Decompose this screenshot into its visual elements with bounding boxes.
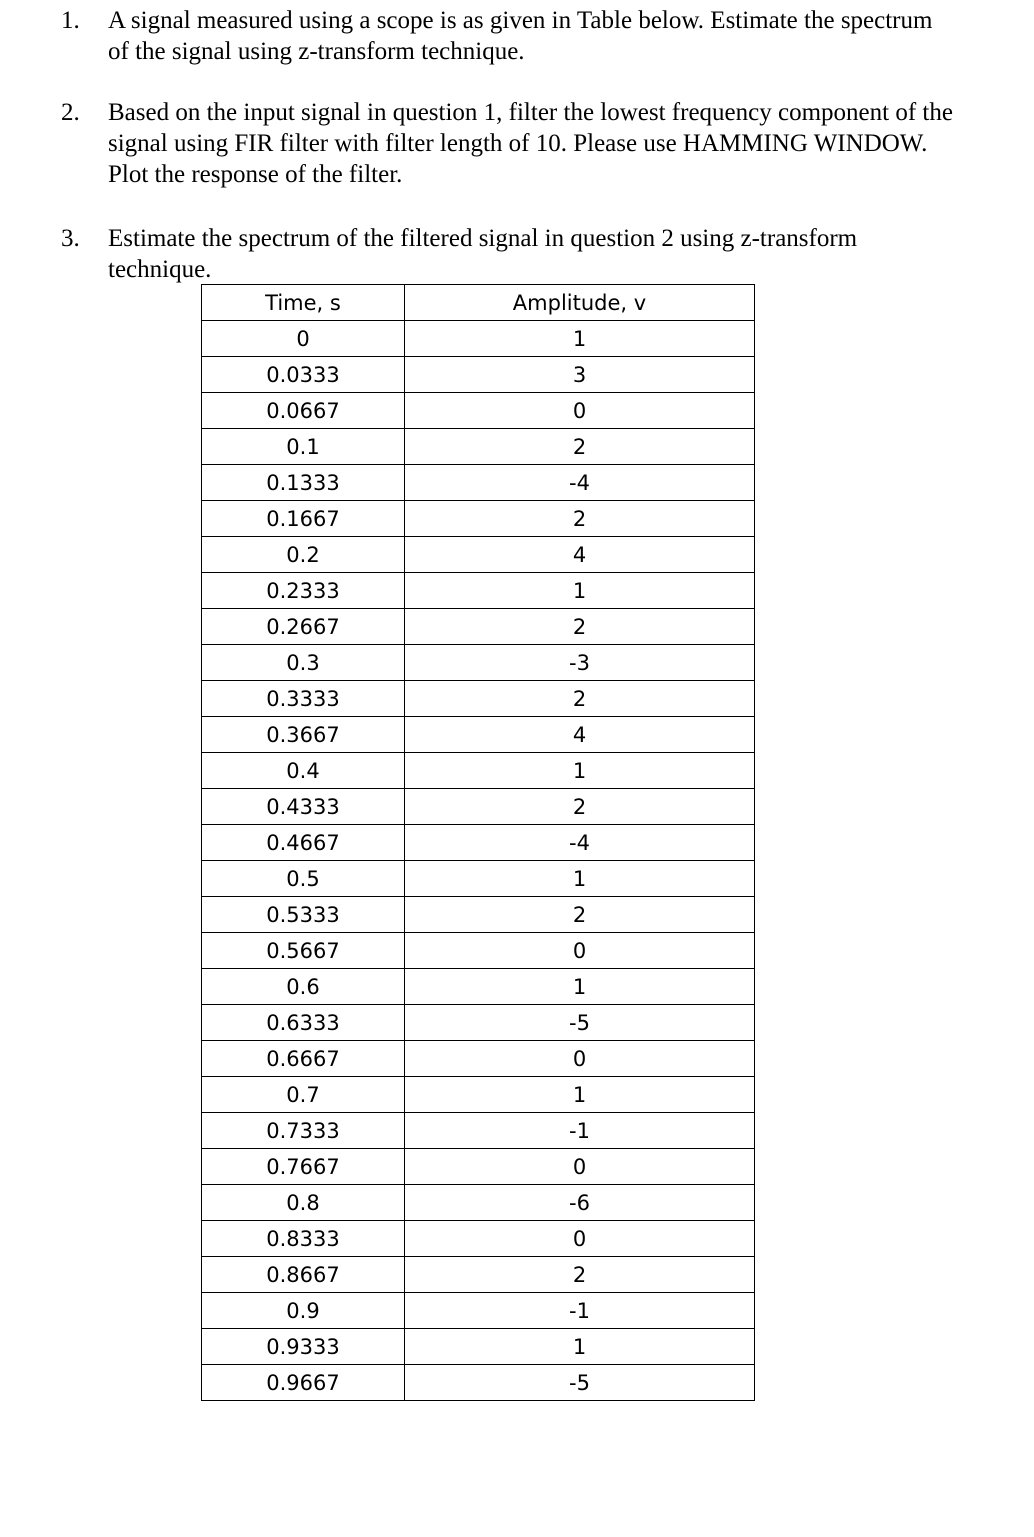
time-cell: 0.0333 xyxy=(202,357,405,393)
table-row xyxy=(202,969,755,1005)
question-1-line-1: A signal measured using a scope is as given in Table below. Estimate the spectrum xyxy=(108,7,933,34)
table-row xyxy=(202,357,755,393)
time-cell: 0.5667 xyxy=(202,933,405,969)
table-row xyxy=(202,1221,755,1257)
time-cell: 0.9333 xyxy=(202,1329,405,1365)
question-1-text xyxy=(108,5,1023,67)
table-row xyxy=(202,1293,755,1329)
question-1-number: 1. xyxy=(61,7,80,34)
amplitude-cell: 2 xyxy=(405,1257,755,1293)
time-cell: 0.8333 xyxy=(202,1221,405,1257)
question-3-line-1: Estimate the spectrum of the filtered signal in question 2 using z-transform xyxy=(108,225,858,252)
question-3-number: 3. xyxy=(61,225,80,252)
time-cell: 0.2333 xyxy=(202,573,405,609)
amplitude-cell: 1 xyxy=(405,1329,755,1365)
signal-data-table xyxy=(201,284,755,1401)
amplitude-cell: 0 xyxy=(405,1221,755,1257)
table-row xyxy=(202,933,755,969)
time-cell: 0.6 xyxy=(202,969,405,1005)
time-cell: 0.1333 xyxy=(202,465,405,501)
question-1-line-2: of the signal using z-transform technique. xyxy=(108,38,525,65)
table-row xyxy=(202,465,755,501)
amplitude-cell: 1 xyxy=(405,861,755,897)
time-cell: 0.4333 xyxy=(202,789,405,825)
amplitude-cell: 0 xyxy=(405,1041,755,1077)
question-3-line-2: technique. xyxy=(108,256,212,283)
table-row xyxy=(202,789,755,825)
amplitude-cell: 2 xyxy=(405,429,755,465)
amplitude-cell: 4 xyxy=(405,537,755,573)
question-3-text xyxy=(108,223,1023,285)
question-2-text xyxy=(108,97,1023,190)
table-row xyxy=(202,897,755,933)
time-cell: 0.6333 xyxy=(202,1005,405,1041)
amplitude-cell: -3 xyxy=(405,645,755,681)
amplitude-cell: 4 xyxy=(405,717,755,753)
table-row xyxy=(202,321,755,357)
time-cell: 0.4667 xyxy=(202,825,405,861)
time-cell: 0.5 xyxy=(202,861,405,897)
amplitude-cell: 2 xyxy=(405,609,755,645)
time-cell: 0.6667 xyxy=(202,1041,405,1077)
table-row xyxy=(202,609,755,645)
time-cell: 0.8 xyxy=(202,1185,405,1221)
table-row xyxy=(202,1329,755,1365)
table-row xyxy=(202,1005,755,1041)
amplitude-cell: 2 xyxy=(405,681,755,717)
time-cell: 0.4 xyxy=(202,753,405,789)
question-2-line-1: Based on the input signal in question 1, filter the lowest frequency component of the xyxy=(108,99,953,126)
time-cell: 0.8667 xyxy=(202,1257,405,1293)
table-row xyxy=(202,1149,755,1185)
table-row xyxy=(202,393,755,429)
table-row xyxy=(202,825,755,861)
time-cell: 0.9 xyxy=(202,1293,405,1329)
question-2-line-3: Plot the response of the filter. xyxy=(108,161,403,188)
question-2-number: 2. xyxy=(61,99,80,126)
table-row xyxy=(202,861,755,897)
amplitude-cell: 2 xyxy=(405,501,755,537)
time-cell: 0.1 xyxy=(202,429,405,465)
time-cell: 0.5333 xyxy=(202,897,405,933)
time-cell: 0.0667 xyxy=(202,393,405,429)
time-cell: 0.7333 xyxy=(202,1113,405,1149)
table-row xyxy=(202,1041,755,1077)
table-row xyxy=(202,537,755,573)
time-cell: 0.3333 xyxy=(202,681,405,717)
time-cell: 0.7 xyxy=(202,1077,405,1113)
time-column-header: Time, s xyxy=(202,285,405,321)
amplitude-cell: 0 xyxy=(405,1149,755,1185)
amplitude-cell: 1 xyxy=(405,573,755,609)
table-row xyxy=(202,645,755,681)
amplitude-cell: -1 xyxy=(405,1293,755,1329)
amplitude-column-header: Amplitude, v xyxy=(405,285,755,321)
amplitude-cell: -5 xyxy=(405,1005,755,1041)
time-cell: 0.2667 xyxy=(202,609,405,645)
table-row xyxy=(202,429,755,465)
time-cell: 0.9667 xyxy=(202,1365,405,1401)
table-row xyxy=(202,1113,755,1149)
amplitude-cell: 3 xyxy=(405,357,755,393)
time-cell: 0.1667 xyxy=(202,501,405,537)
question-2-line-2: signal using FIR filter with filter length of 10. Please use HAMMING WINDOW. xyxy=(108,130,928,157)
amplitude-cell: 1 xyxy=(405,321,755,357)
amplitude-cell: 1 xyxy=(405,969,755,1005)
time-cell: 0.2 xyxy=(202,537,405,573)
table-row xyxy=(202,1185,755,1221)
amplitude-cell: 2 xyxy=(405,897,755,933)
amplitude-cell: 0 xyxy=(405,933,755,969)
table-row xyxy=(202,1365,755,1401)
table-row xyxy=(202,1077,755,1113)
amplitude-cell: -4 xyxy=(405,465,755,501)
table-row xyxy=(202,501,755,537)
amplitude-cell: 0 xyxy=(405,393,755,429)
table-row xyxy=(202,573,755,609)
time-cell: 0.3667 xyxy=(202,717,405,753)
table-row xyxy=(202,753,755,789)
amplitude-cell: -6 xyxy=(405,1185,755,1221)
amplitude-cell: -4 xyxy=(405,825,755,861)
table-body xyxy=(202,321,755,1401)
time-cell: 0 xyxy=(202,321,405,357)
time-cell: 0.7667 xyxy=(202,1149,405,1185)
table-row xyxy=(202,1257,755,1293)
table-row xyxy=(202,717,755,753)
table-row xyxy=(202,681,755,717)
amplitude-cell: -5 xyxy=(405,1365,755,1401)
table-header-row xyxy=(202,285,755,321)
time-cell: 0.3 xyxy=(202,645,405,681)
amplitude-cell: 2 xyxy=(405,789,755,825)
amplitude-cell: 1 xyxy=(405,1077,755,1113)
amplitude-cell: -1 xyxy=(405,1113,755,1149)
amplitude-cell: 1 xyxy=(405,753,755,789)
